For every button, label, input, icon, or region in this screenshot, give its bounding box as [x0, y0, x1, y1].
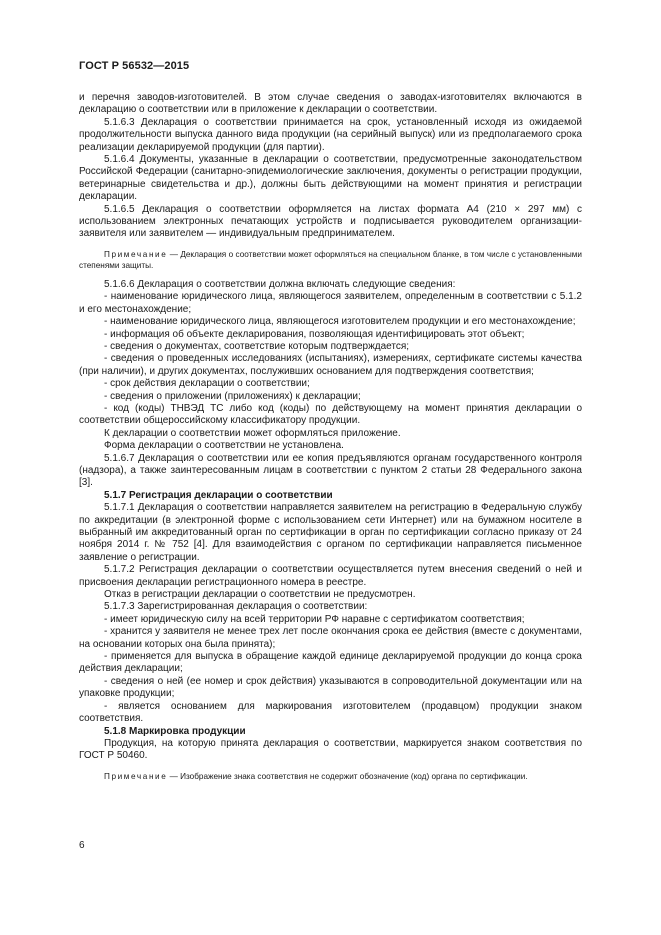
list-item: - хранится у заявителя не менее трех лет после окончания срока ее действия (вместе с документами, на основании которых она была принята); — [79, 626, 582, 650]
list-item: - сведения о ней (ее номер и срок действия) указываются в сопроводительной документации или на упаковке продукции; — [79, 675, 582, 700]
list-item: - код (коды) ТНВЭД ТС либо код (коды) по действующему на момент принятия декларации о соответствии общероссийскому классификатору продукции. — [79, 402, 582, 427]
list-item: - сведения о приложении (приложениях) к декларации; — [104, 390, 361, 402]
paragraph-5-1-6-7: 5.1.6.7 Декларация о соответствии или ее копия предъявляются органам государственного контроля (надзора), а также заинтересованным лицам в соответствии с пунктом 2 статьи 28 Федерального закона [3]. — [79, 452, 582, 489]
paragraph-form: Форма декларации о соответствии не установлена. — [104, 440, 344, 452]
note-2 — [79, 771, 582, 782]
note-2-label: Примечание — [104, 771, 168, 781]
paragraph-5-1-6-4: 5.1.6.4 Документы, указанные в декларации о соответствии, предусмотренные законодательством Российской Федерации (санитарно-эпидемиологические заключения, документы о регистрации продукции, ветеринарные свидетельства и др.), должны быть действующими на момент принятия и регистрации декларации. — [79, 154, 582, 203]
document-body — [79, 92, 582, 782]
standard-title: ГОСТ Р 56532—2015 — [79, 60, 190, 72]
list-item: - информация об объекте декларирования, позволяющая идентифицировать этот объект; — [104, 328, 525, 340]
section-heading-5-1-8: 5.1.8 Маркировка продукции — [104, 725, 246, 737]
list-item: - наименование юридического лица, являющегося заявителем, определенным в соответствии с 5.1.2 и его местонахождение; — [79, 291, 582, 315]
paragraph-5-1-6-3: 5.1.6.3 Декларация о соответствии принимается на срок, установленный исходя из ожидаемой продолжительности выпуска данного вида продукции (на серийный выпуск) или из предполагаемого срока реализации декларируемой продукции (для партии). — [79, 116, 582, 153]
list-item: - срок действия декларации о соответствии; — [104, 378, 310, 390]
list-item: - имеет юридическую силу на всей территории РФ наравне с сертификатом соответствия; — [104, 613, 525, 625]
list-item: - наименование юридического лица, являющегося изготовителем продукции и его местонахождение; — [104, 316, 576, 328]
paragraph-5-1-6-5: 5.1.6.5 Декларация о соответствии оформляется на листах формата А4 (210 × 297 мм) с использованием электронных печатающих устройств и подписывается руководителем организации-заявителя или заявителем — индивидуальным предпринимателем. — [79, 203, 582, 240]
paragraph-refusal: Отказ в регистрации декларации о соответствии не предусмотрен. — [104, 589, 416, 601]
page-number: 6 — [79, 840, 85, 851]
paragraph-5-1-7-2: 5.1.7.2 Регистрация декларации о соответствии осуществляется путем внесения сведений о ней и присвоения декларации регистрационного номера в реестре. — [79, 564, 582, 588]
section-heading-5-1-7: 5.1.7 Регистрация декларации о соответствии — [104, 489, 333, 501]
note-1-text: — Декларация о соответствии может оформляться на специальном бланке, в том числе с установленными степенями защиты. — [79, 249, 582, 270]
paragraph-5-1-7-1: 5.1.7.1 Декларация о соответствии направляется заявителем на регистрацию в Федеральную службу по аккредитации (в электронной форме с использованием сети Интернет) или на бумажном носителе в выбранный им аккредитованный орган по сертификации в орган по сертификации согласно приказу от 24 ноября 2014 г. № 752 [4]. Для взаимодействия с органом по сертификации направляется письменное заявление о регистрации. — [79, 502, 582, 563]
paragraph-5-1-7-3: 5.1.7.3 Зарегистрированная декларация о соответствии: — [104, 601, 368, 613]
list-item: - сведения о документах, соответствие которым подтверждается; — [104, 340, 410, 352]
note-1-label: Примечание — [104, 249, 168, 259]
note-2-text: — Изображение знака соответствия не содержит обозначение (код) органа по сертификации. — [167, 771, 528, 781]
paragraph-marking: Продукция, на которую принята декларация о соответствии, маркируется знаком соответствия по ГОСТ Р 50460. — [79, 737, 582, 762]
list-item: - является основанием для маркирования изготовителем (продавцом) продукции знаком соответствия. — [79, 700, 582, 725]
paragraph-continuation: и перечня заводов-изготовителей. В этом случае сведения о заводах-изготовителях включаются в декларацию о соответствии или в приложение к декларации о соответствии. — [79, 92, 582, 116]
paragraph-appendix: К декларации о соответствии может оформляться приложение. — [104, 427, 401, 439]
paragraph-5-1-6-6: 5.1.6.6 Декларация о соответствии должна включать следующие сведения: — [104, 278, 456, 290]
note-1 — [79, 249, 582, 271]
list-item: - сведения о проведенных исследованиях (испытаниях), измерениях, сертификате системы качества (при наличии), и других документах, послуживших основанием для подтверждения соответствия; — [79, 353, 582, 377]
list-item: - применяется для выпуска в обращение каждой единице декларируемой продукции до конца срока действия декларации; — [79, 651, 582, 675]
